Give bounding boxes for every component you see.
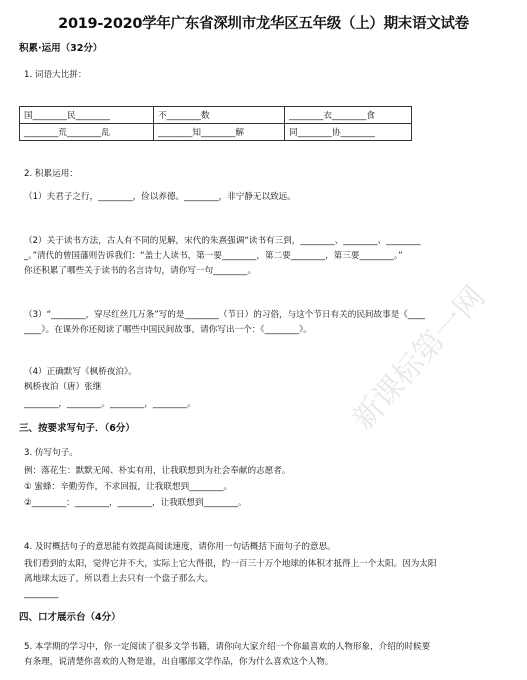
question-2-part-2c: 你还积累了哪些关于读书的名言诗句，请你写一句________。 — [24, 266, 257, 276]
section-heading-1: 积累·运用（32分） — [19, 43, 103, 54]
grid-cell[interactable]: ________知________解 — [154, 124, 285, 141]
grid-cell[interactable]: 同________协________ — [285, 124, 412, 141]
page-title: 2019-2020学年广东省深圳市龙华区五年级（上）期末语文试卷 — [58, 16, 469, 32]
question-5-line-1: 5. 本学期的学习中，你一定阅读了很多文学书籍，请你向大家介绍一个你最喜欢的人物形象，介绍的时候要 — [24, 642, 431, 652]
question-4-prompt: 4. 及时概括句子的意思能有效提高阅读速度，请你用一句话概括下面句子的意思。 — [24, 542, 336, 552]
section-heading-4: 四、口才展示台（4分） — [19, 612, 121, 623]
question-2-part-2a: （2）关于读书方法，古人有不同的见解，宋代的朱熹强调“读书有三到，________、________、________ — [24, 236, 421, 246]
question-3-line-2: ②________：________，________，让我联想到________。 — [24, 498, 247, 508]
question-2-part-2b: _。”清代的曾国藩则告诉我们：“盖士人读书，第一要________，第二要________，第三要________。” — [24, 251, 403, 261]
question-5-line-2: 有条理，说清楚你喜欢的人物是谁，出自哪部文学作品，你为什么喜欢这个人物。 — [24, 657, 334, 667]
question-2-label: 2. 积累运用： — [24, 169, 78, 179]
watermark: 新课标第一网 — [345, 279, 493, 437]
question-3-line-1: ① 蜜蜂：辛勤劳作，不求回报，让我联想到________。 — [24, 482, 233, 492]
question-2-part-1: （1）夫君子之行，________，俭以养德。________，非宁静无以致远。 — [24, 192, 296, 202]
question-3-label: 3. 仿写句子。 — [24, 448, 78, 458]
section-heading-3: 三、按要求写句子．（6分） — [19, 423, 135, 434]
grid-cell[interactable]: ________荒________乱 — [20, 124, 154, 141]
question-2-part-3b: ____》。在课外你还阅读了哪些中国民间故事，请你写出一个：《________》。 — [24, 325, 312, 335]
question-2-part-4a: （4）正确默写《枫桥夜泊》。 — [24, 367, 137, 377]
word-grid — [19, 106, 412, 141]
grid-cell[interactable]: 不________数 — [154, 107, 285, 124]
question-2-part-3a: （3）“________，穿尽红丝几万条”写的是________（节日）的习俗，与这个节日有关的民间故事是《____ — [24, 310, 426, 320]
question-1-label: 1. 词语大比拼： — [24, 70, 87, 80]
grid-cell[interactable]: ________衣________食 — [285, 107, 412, 124]
answer-line[interactable]: ________ — [24, 589, 59, 599]
grid-cell[interactable]: 国________民________ — [20, 107, 154, 124]
poem-blanks: ________，________。________，________。 — [24, 399, 196, 409]
table-row — [20, 107, 412, 124]
question-4-passage-2: 离地球太远了，所以看上去只有一个盘子那么大。 — [24, 574, 214, 584]
poem-title: 枫桥夜泊（唐）张继 — [24, 382, 102, 392]
table-row — [20, 124, 412, 141]
question-4-passage-1: 我们看到的太阳，觉得它并不大，实际上它大得很，约一百三十万个地球的体积才抵得上一个太阳。因为太阳 — [24, 559, 437, 569]
question-3-example: 例：落花生：默默无闻、朴实有用，让我联想到为社会奉献的志愿者。 — [24, 466, 291, 476]
